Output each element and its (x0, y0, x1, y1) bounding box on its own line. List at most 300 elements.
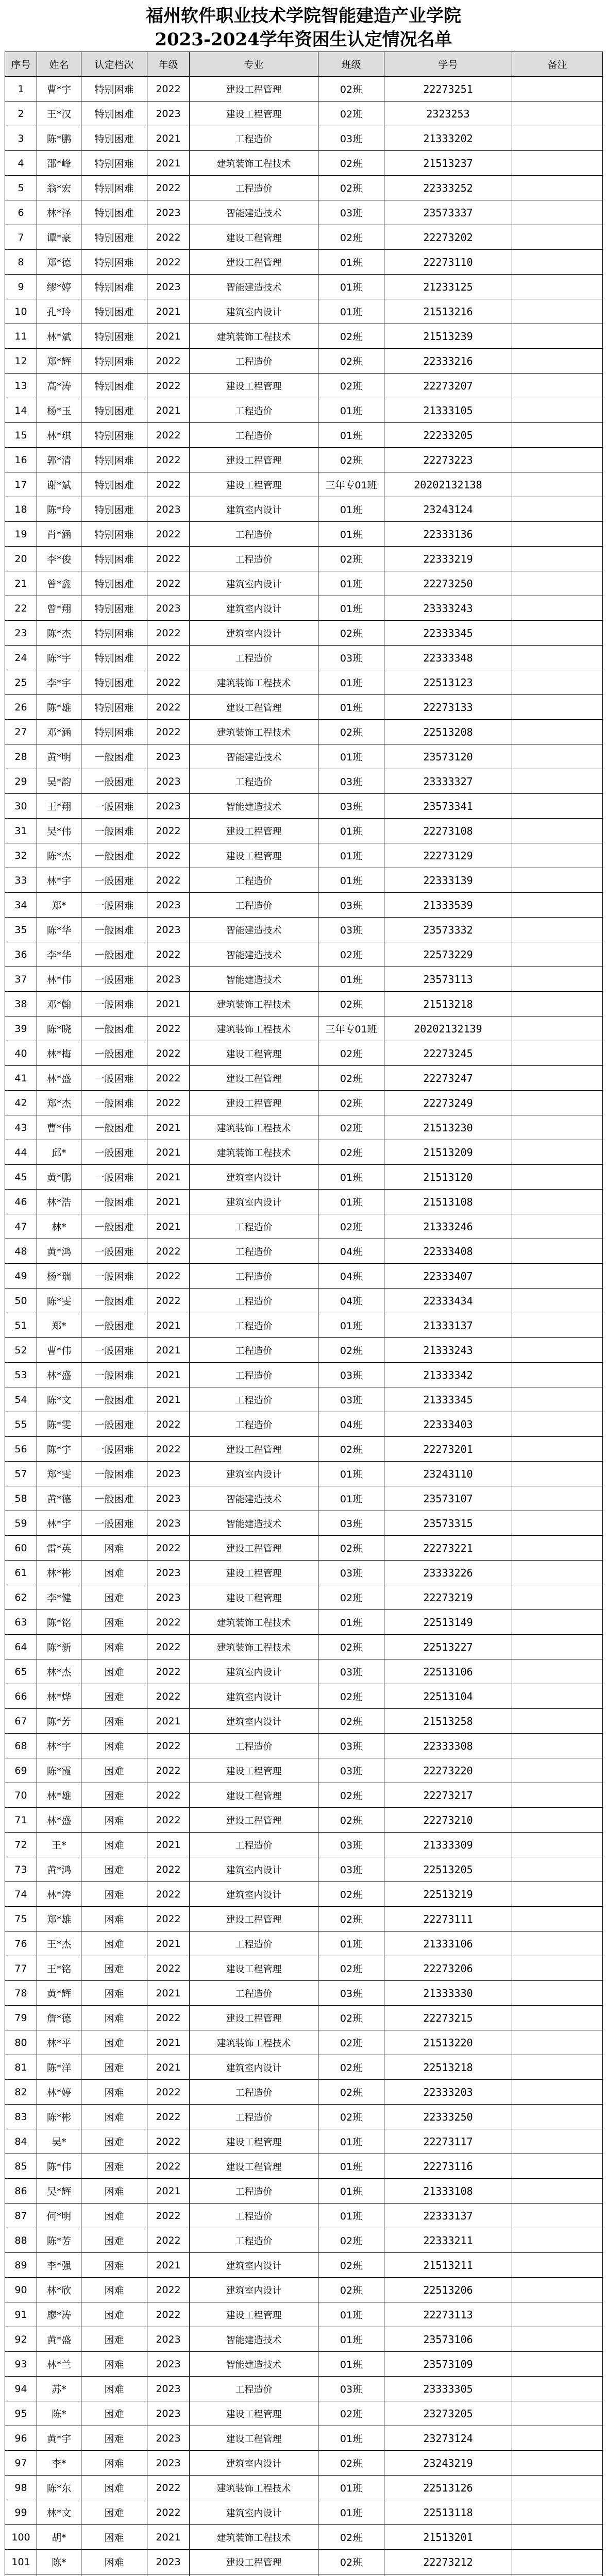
table-row (5, 2006, 603, 2030)
student-id: 22333348 (384, 646, 512, 670)
student-name: 陈*雯 (37, 1412, 81, 1437)
grade: 2022 (147, 1239, 190, 1264)
major: 工程造价 (190, 2179, 318, 2204)
remark (512, 695, 603, 720)
major: 工程造价 (190, 349, 318, 374)
grade: 2023 (147, 769, 190, 794)
student-id: 22273249 (384, 1091, 512, 1115)
major: 工程造价 (190, 547, 318, 571)
remark (512, 893, 603, 918)
remark (512, 1313, 603, 1338)
student-id (384, 2574, 512, 2576)
row-index: 26 (5, 695, 37, 720)
table-row (5, 1907, 603, 1931)
row-index: 41 (5, 1066, 37, 1091)
student-name: 黄*宇 (37, 2426, 81, 2451)
student-id: 23333226 (384, 1561, 512, 1585)
student-id: 22273212 (384, 2550, 512, 2574)
student-id: 21333202 (384, 126, 512, 151)
aid-level: 困难 (81, 1585, 147, 1610)
student-name: 吴* (37, 2129, 81, 2154)
aid-level: 困难 (81, 2129, 147, 2154)
aid-level: 一般困难 (81, 1016, 147, 1041)
table-row (5, 1857, 603, 1882)
major: 建筑装饰工程技术 (190, 2525, 318, 2550)
table-body (5, 77, 603, 2576)
class-name: 01班 (318, 843, 384, 868)
class-name: 02班 (318, 1684, 384, 1709)
student-id: 23333305 (384, 2377, 512, 2401)
student-id: 23243219 (384, 2451, 512, 2476)
student-name: 孔*玲 (37, 299, 81, 324)
grade: 2022 (147, 819, 190, 843)
student-name: 吴*辉 (37, 2179, 81, 2204)
remark (512, 2204, 603, 2228)
class-name: 03班 (318, 1511, 384, 1536)
student-id: 22333216 (384, 349, 512, 374)
table-row (5, 769, 603, 794)
aid-level: 困难 (81, 1783, 147, 1808)
remark (512, 1363, 603, 1387)
student-id: 23273124 (384, 2426, 512, 2451)
grade: 2023 (147, 2426, 190, 2451)
student-name: 郑*辉 (37, 349, 81, 374)
student-id: 22273116 (384, 2154, 512, 2179)
aid-level: 困难 (81, 2302, 147, 2327)
aid-level: 特别困难 (81, 374, 147, 398)
remark (512, 1437, 603, 1462)
student-name: 曹*伟 (37, 1115, 81, 1140)
major: 建筑装饰工程技术 (190, 151, 318, 176)
row-index: 10 (5, 299, 37, 324)
class-name: 03班 (318, 126, 384, 151)
class-name: 03班 (318, 1758, 384, 1783)
remark (512, 1091, 603, 1115)
grade: 2022 (147, 2105, 190, 2129)
student-name: 郑*杰 (37, 1091, 81, 1115)
aid-level: 特别困难 (81, 497, 147, 522)
grade: 2023 (147, 275, 190, 299)
row-index: 59 (5, 1511, 37, 1536)
class-name: 04班 (318, 1412, 384, 1437)
major: 建设工程管理 (190, 1585, 318, 1610)
student-name: 陈*晓 (37, 1016, 81, 1041)
class-name: 02班 (318, 1882, 384, 1907)
class-name: 01班 (318, 695, 384, 720)
student-id: 21333105 (384, 398, 512, 423)
grade: 2022 (147, 1659, 190, 1684)
student-name: 陈*洋 (37, 2055, 81, 2080)
table-row (5, 472, 603, 497)
row-index: 76 (5, 1931, 37, 1956)
class-name: 02班 (318, 2055, 384, 2080)
aid-level: 一般困难 (81, 1486, 147, 1511)
table-row (5, 1833, 603, 1857)
major: 建筑室内设计 (190, 2253, 318, 2278)
table-row (5, 794, 603, 819)
class-name: 02班 (318, 349, 384, 374)
class-name: 02班 (318, 1140, 384, 1165)
table-row (5, 1684, 603, 1709)
student-name: 李*强 (37, 2253, 81, 2278)
grade: 2022 (147, 2080, 190, 2105)
grade: 2022 (147, 1091, 190, 1115)
major: 工程造价 (190, 126, 318, 151)
aid-level: 困难 (81, 1981, 147, 2006)
grade (147, 2574, 190, 2576)
row-index: 1 (5, 77, 37, 101)
table-row (5, 1264, 603, 1289)
student-id: 22513106 (384, 1659, 512, 1684)
student-name: 陈*杰 (37, 621, 81, 646)
grade: 2022 (147, 571, 190, 596)
aid-level: 困难 (81, 2030, 147, 2055)
grade: 2022 (147, 472, 190, 497)
student-id: 22273247 (384, 1066, 512, 1091)
major: 建筑装饰工程技术 (190, 2476, 318, 2500)
student-id: 21333342 (384, 1363, 512, 1387)
remark (512, 398, 603, 423)
student-id: 23573107 (384, 1486, 512, 1511)
aid-level: 特别困难 (81, 472, 147, 497)
row-index: 14 (5, 398, 37, 423)
table-row (5, 2278, 603, 2302)
remark (512, 448, 603, 472)
row-index: 86 (5, 2179, 37, 2204)
remark (512, 1486, 603, 1511)
student-id: 22273223 (384, 448, 512, 472)
table-row (5, 646, 603, 670)
student-name: 王* (37, 1833, 81, 1857)
aid-level: 一般困难 (81, 1066, 147, 1091)
major: 建设工程管理 (190, 250, 318, 275)
major: 建设工程管理 (190, 374, 318, 398)
table-row (5, 374, 603, 398)
student-id: 22273219 (384, 1585, 512, 1610)
row-index: 47 (5, 1214, 37, 1239)
student-name: 黄*盛 (37, 2327, 81, 2352)
major: 工程造价 (190, 423, 318, 448)
student-name: 谢*斌 (37, 472, 81, 497)
row-index: 28 (5, 744, 37, 769)
row-index (5, 2574, 37, 2576)
major: 建设工程管理 (190, 1956, 318, 1981)
aid-level: 困难 (81, 1931, 147, 1956)
class-name: 三年专01班 (318, 472, 384, 497)
class-name: 01班 (318, 2327, 384, 2352)
grade: 2021 (147, 1833, 190, 1857)
major: 建筑室内设计 (190, 1857, 318, 1882)
row-index: 93 (5, 2352, 37, 2377)
remark (512, 2327, 603, 2352)
row-index: 98 (5, 2476, 37, 2500)
student-id: 22333403 (384, 1412, 512, 1437)
student-name: 林*文 (37, 2500, 81, 2525)
col-index-header: 序号 (5, 52, 37, 77)
aid-level: 困难 (81, 2080, 147, 2105)
table-row (5, 2352, 603, 2377)
student-id: 23573332 (384, 918, 512, 942)
grade: 2022 (147, 2006, 190, 2030)
remark (512, 522, 603, 547)
student-name: 吴*韵 (37, 769, 81, 794)
class-name: 01班 (318, 819, 384, 843)
row-index: 15 (5, 423, 37, 448)
student-name: 陈*铭 (37, 1610, 81, 1635)
student-name: 李*健 (37, 1585, 81, 1610)
student-id: 22573229 (384, 942, 512, 967)
class-name: 01班 (318, 2179, 384, 2204)
class-name: 04班 (318, 1264, 384, 1289)
table-row (5, 1140, 603, 1165)
class-name: 01班 (318, 2500, 384, 2525)
major: 建设工程管理 (190, 1808, 318, 1833)
table-row (5, 2105, 603, 2129)
remark (512, 571, 603, 596)
table-row (5, 2030, 603, 2055)
remark (512, 151, 603, 176)
grade: 2022 (147, 2204, 190, 2228)
grade: 2021 (147, 1214, 190, 1239)
grade: 2023 (147, 2550, 190, 2574)
grade: 2022 (147, 225, 190, 250)
row-index: 40 (5, 1041, 37, 1066)
row-index: 94 (5, 2377, 37, 2401)
table-row (5, 1313, 603, 1338)
major: 智能建造技术 (190, 942, 318, 967)
grade: 2022 (147, 646, 190, 670)
student-id: 22273117 (384, 2129, 512, 2154)
aid-level: 特别困难 (81, 151, 147, 176)
table-row (5, 1783, 603, 1808)
grade: 2022 (147, 942, 190, 967)
major: 工程造价 (190, 1313, 318, 1338)
table-row (5, 1808, 603, 1833)
major: 建设工程管理 (190, 2006, 318, 2030)
grade: 2022 (147, 1882, 190, 1907)
aid-level: 困难 (81, 2401, 147, 2426)
grade: 2021 (147, 1115, 190, 1140)
major: 建筑室内设计 (190, 596, 318, 621)
aid-level: 一般困难 (81, 1511, 147, 1536)
grade: 2022 (147, 176, 190, 200)
grade: 2023 (147, 200, 190, 225)
row-index: 3 (5, 126, 37, 151)
row-index: 12 (5, 349, 37, 374)
grade: 2022 (147, 1610, 190, 1635)
aid-level: 困难 (81, 2179, 147, 2204)
grade: 2022 (147, 2476, 190, 2500)
student-name: 陈*雯 (37, 1289, 81, 1313)
class-name: 02班 (318, 1214, 384, 1239)
remark (512, 2426, 603, 2451)
class-name: 02班 (318, 1783, 384, 1808)
student-id: 22273201 (384, 1437, 512, 1462)
major: 建设工程管理 (190, 101, 318, 126)
table-row (5, 2426, 603, 2451)
table-row (5, 2228, 603, 2253)
aid-level: 困难 (81, 1882, 147, 1907)
table-row (5, 2080, 603, 2105)
class-name: 02班 (318, 1041, 384, 1066)
class-name: 01班 (318, 1165, 384, 1190)
aid-level: 困难 (81, 1907, 147, 1931)
class-name: 01班 (318, 2426, 384, 2451)
class-name: 02班 (318, 2253, 384, 2278)
remark (512, 324, 603, 349)
table-row (5, 126, 603, 151)
grade: 2022 (147, 1956, 190, 1981)
table-row (5, 670, 603, 695)
row-index: 9 (5, 275, 37, 299)
student-id: 21333345 (384, 1387, 512, 1412)
remark (512, 1190, 603, 1214)
grade: 2021 (147, 2179, 190, 2204)
class-name: 02班 (318, 77, 384, 101)
table-row (5, 299, 603, 324)
student-id: 21513108 (384, 1190, 512, 1214)
table-row (5, 1115, 603, 1140)
student-id: 22273245 (384, 1041, 512, 1066)
major: 工程造价 (190, 1981, 318, 2006)
table-row (5, 2253, 603, 2278)
remark (512, 77, 603, 101)
grade: 2021 (147, 2525, 190, 2550)
grade: 2023 (147, 2451, 190, 2476)
table-row (5, 1412, 603, 1437)
class-name: 01班 (318, 1313, 384, 1338)
remark (512, 472, 603, 497)
class-name: 01班 (318, 670, 384, 695)
major: 建设工程管理 (190, 2426, 318, 2451)
aid-level: 特别困难 (81, 646, 147, 670)
remark (512, 2055, 603, 2080)
row-index: 66 (5, 1684, 37, 1709)
grade: 2021 (147, 324, 190, 349)
table-row (5, 349, 603, 374)
aid-level: 一般困难 (81, 1462, 147, 1486)
student-name: 曹*宇 (37, 77, 81, 101)
aid-level: 困难 (81, 2154, 147, 2179)
aid-level: 一般困难 (81, 918, 147, 942)
class-name: 02班 (318, 2105, 384, 2129)
student-name: 雷*英 (37, 1536, 81, 1561)
student-name: 郑* (37, 1313, 81, 1338)
grade: 2021 (147, 1387, 190, 1412)
student-name: 林* (37, 1214, 81, 1239)
aid-level: 特别困难 (81, 522, 147, 547)
student-id: 22273217 (384, 1783, 512, 1808)
class-name: 02班 (318, 1066, 384, 1091)
student-name: 陈*芳 (37, 1709, 81, 1734)
table-row (5, 1066, 603, 1091)
student-name: 陈* (37, 2550, 81, 2574)
major: 智能建造技术 (190, 275, 318, 299)
remark (512, 1239, 603, 1264)
major (190, 2574, 318, 2576)
major: 建筑装饰工程技术 (190, 2030, 318, 2055)
class-name: 02班 (318, 2401, 384, 2426)
row-index: 101 (5, 2550, 37, 2574)
student-id: 23573113 (384, 967, 512, 992)
remark (512, 1610, 603, 1635)
row-index: 95 (5, 2401, 37, 2426)
student-id: 21513239 (384, 324, 512, 349)
table-row (5, 893, 603, 918)
student-name: 苏* (37, 2377, 81, 2401)
table-row (5, 2055, 603, 2080)
aid-level (81, 2574, 147, 2576)
student-id: 22513205 (384, 1857, 512, 1882)
remark (512, 1907, 603, 1931)
grade: 2023 (147, 1585, 190, 1610)
student-id: 22333407 (384, 1264, 512, 1289)
table-row (5, 1981, 603, 2006)
student-name: 王*杰 (37, 1931, 81, 1956)
table-row (5, 225, 603, 250)
grade: 2023 (147, 1462, 190, 1486)
class-name: 03班 (318, 200, 384, 225)
remark (512, 200, 603, 225)
student-id: 22513118 (384, 2500, 512, 2525)
student-id: 22273202 (384, 225, 512, 250)
student-id: 22273207 (384, 374, 512, 398)
aid-level: 一般困难 (81, 1041, 147, 1066)
remark (512, 2105, 603, 2129)
aid-level: 困难 (81, 2525, 147, 2550)
grade: 2021 (147, 151, 190, 176)
student-id: 23273205 (384, 2401, 512, 2426)
row-index: 97 (5, 2451, 37, 2476)
student-id: 23573109 (384, 2352, 512, 2377)
remark (512, 1016, 603, 1041)
student-name: 林*斌 (37, 324, 81, 349)
student-id: 22333136 (384, 522, 512, 547)
aid-level: 困难 (81, 1734, 147, 1758)
student-name: 林*宇 (37, 1511, 81, 1536)
grade: 2023 (147, 967, 190, 992)
major: 建筑室内设计 (190, 2055, 318, 2080)
major: 建筑室内设计 (190, 1882, 318, 1907)
table-row (5, 2204, 603, 2228)
grade: 2021 (147, 1981, 190, 2006)
major: 工程造价 (190, 1833, 318, 1857)
grade: 2022 (147, 1066, 190, 1091)
class-name: 03班 (318, 769, 384, 794)
remark (512, 992, 603, 1016)
remark (512, 1709, 603, 1734)
student-name: 林*杰 (37, 1659, 81, 1684)
row-index: 20 (5, 547, 37, 571)
grade: 2021 (147, 1140, 190, 1165)
major: 工程造价 (190, 1289, 318, 1313)
grade: 2022 (147, 1857, 190, 1882)
row-index: 58 (5, 1486, 37, 1511)
aid-level: 一般困难 (81, 1165, 147, 1190)
class-name: 01班 (318, 2352, 384, 2377)
major: 工程造价 (190, 893, 318, 918)
col-name-header: 姓名 (37, 52, 81, 77)
remark (512, 101, 603, 126)
student-name: 陈*芳 (37, 2228, 81, 2253)
aid-level: 困难 (81, 2377, 147, 2401)
aid-level: 特别困难 (81, 621, 147, 646)
major: 建设工程管理 (190, 1041, 318, 1066)
table-row (5, 151, 603, 176)
class-name: 03班 (318, 1833, 384, 1857)
table-row (5, 621, 603, 646)
student-name: 林*盛 (37, 1066, 81, 1091)
